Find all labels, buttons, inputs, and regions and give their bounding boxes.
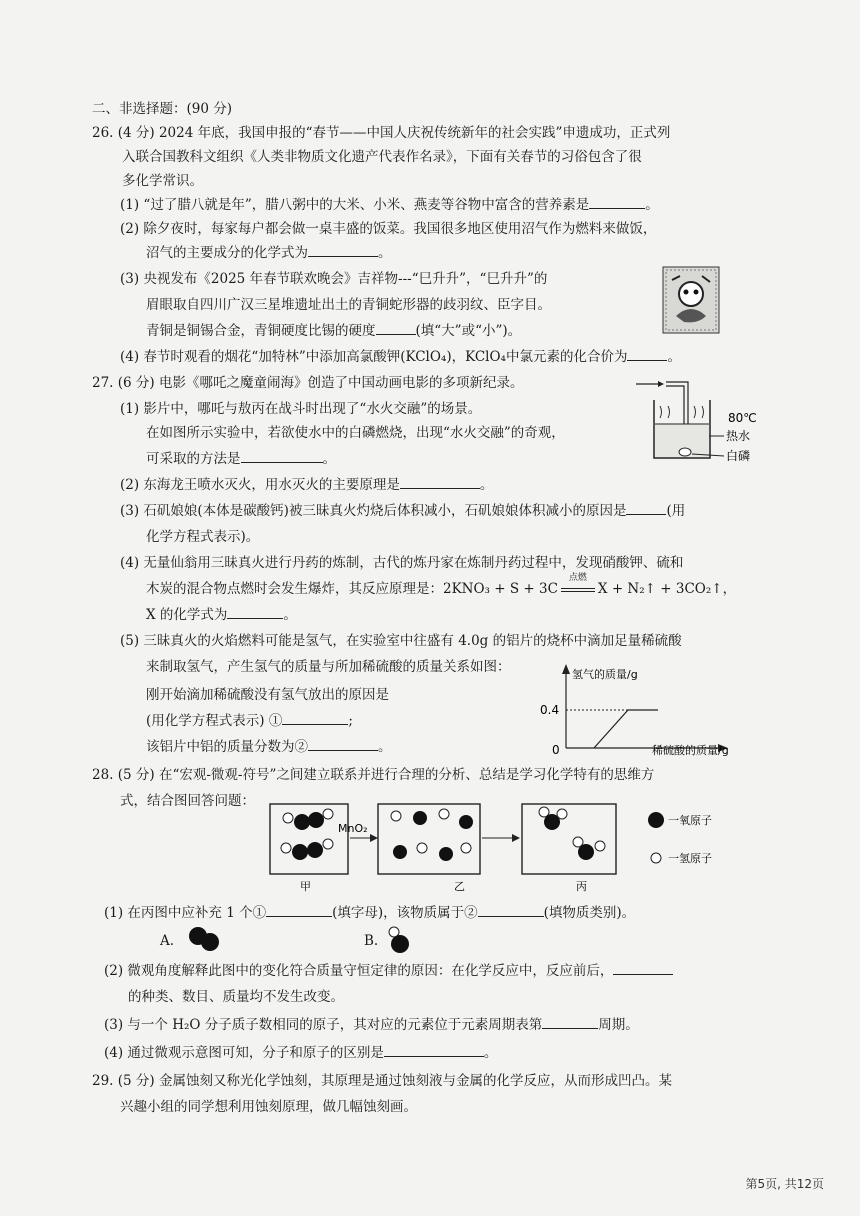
arrow-icon (370, 834, 378, 842)
hot-water-label: 热水 (726, 429, 751, 443)
q27-part2: (2) 东海龙王喷水灭火，用水灭火的主要原理是 。 (120, 477, 494, 493)
answer-blank[interactable] (589, 196, 645, 209)
q28-part2-line2: 的种类、数目、质量均不发生改变。 (128, 989, 344, 1005)
q28-part3 (104, 1016, 639, 1034)
answer-blank[interactable] (542, 1016, 598, 1029)
q27-part5-text: (用化学方程式表示) ① (146, 713, 283, 729)
q28-part4-text: (4) 通过微观示意图可知，分子和原子的区别是 (104, 1045, 384, 1061)
option-a-molecule (184, 922, 224, 956)
q26-part2-line2: 沼气的主要成分的化学式为 。 (146, 245, 392, 261)
water-molecule (539, 807, 567, 830)
y-axis-arrow-icon (562, 664, 570, 674)
answer-blank[interactable] (376, 322, 416, 335)
q26-part4: (4) 春节时观看的烟花“加特林”中添加高氯酸钾(KClO₄)，KClO₄中氯元素的化合价为 。 (120, 349, 681, 365)
answer-blank[interactable] (308, 738, 378, 751)
option-b-molecule (382, 922, 422, 956)
option-b-label: B. (364, 933, 379, 949)
q27-part5-line2: 来制取氢气，产生氢气的质量与所加稀硫酸的质量关系如图： (146, 659, 511, 675)
white-phosphorus-label: 白磷 (726, 449, 751, 463)
q28-stem-line2: 式，结合图回答问题： (120, 793, 255, 809)
box-jia (270, 804, 348, 874)
q27-stem: 27. (6 分) 电影《哪吒之魔童闹海》创造了中国动画电影的多项新纪录。 (92, 375, 524, 391)
q27-part5-text2: 该铝片中铝的质量分数为② (146, 739, 308, 755)
q26-part3-line3 (146, 322, 521, 340)
q27-part5-line5: 该铝片中铝的质量分数为② 。 (146, 739, 392, 755)
q26-part3-line2: 眉眼取自四川广汉三星堆遗址出土的青铜蛇形器的歧羽纹、臣字目。 (146, 297, 551, 313)
q26-part3-line1: (3) 央视发布《2025 年春节联欢晚会》吉祥物---“巳升升”，“巳升升”的 (120, 271, 548, 287)
answer-blank[interactable] (400, 476, 480, 489)
legend-hydrogen: 一氢原子 (668, 852, 712, 865)
q27-part4-line1: (4) 无量仙翁用三昧真火进行丹药的炼制，古代的炼丹家在炼制丹药过程中，发现硝酸钾、硫和 (120, 555, 684, 571)
answer-blank[interactable] (626, 502, 666, 515)
answer-blank[interactable] (241, 450, 323, 463)
q27-part4-line2 (146, 573, 737, 598)
y-axis-label: 氢气的质量/g (572, 668, 638, 681)
q29-stem-line1: 29. (5 分) 金属蚀刻又称光化学蚀刻，其原理是通过蚀刻液与金属的化学反应，从而形成凹凸。某 (92, 1073, 672, 1089)
answer-blank[interactable] (613, 962, 673, 975)
q27-part4-text: X 的化学式为 (146, 607, 228, 623)
molecule-reaction-diagram (260, 796, 760, 892)
q28-part3-end: 周期。 (598, 1017, 639, 1033)
q27-part5-line4: (用化学方程式表示) ① ; (146, 713, 353, 729)
answer-blank[interactable] (227, 606, 283, 619)
q27-part5-line1: (5) 三昧真火的火焰燃料可能是氢气，在实验室中往盛有 4.0g 的铝片的烧杯中滴加足量稀硫酸 (120, 633, 682, 649)
answer-blank[interactable] (266, 904, 332, 917)
q28-part1 (104, 904, 635, 922)
condition-text: 点燃 (568, 573, 587, 583)
q26-part3-text: 青铜是铜锡合金，青铜硬度比锡的硬度 (146, 323, 376, 339)
answer-blank[interactable] (478, 904, 544, 917)
y-tick-label: 0.4 (540, 703, 560, 717)
q26-part2-text: 沼气的主要成分的化学式为 (146, 245, 308, 261)
box-bing (522, 804, 616, 874)
catalyst-label: MnO₂ (338, 822, 368, 835)
mascot-image (662, 266, 720, 334)
answer-blank[interactable] (308, 244, 378, 257)
q27-part1-line1: (1) 影片中，哪吒与敖丙在战斗时出现了“水火交融”的场景。 (120, 401, 482, 417)
q26-part3-hint: (填“大”或“小”)。 (415, 323, 522, 339)
q27-part3-end: (用 (666, 503, 686, 519)
q27-part1-line3: 可采取的方法是 。 (146, 451, 336, 467)
q27-part5-line3: 刚开始滴加稀硫酸没有氢气放出的原因是 (146, 687, 389, 703)
q27-part1-line2: 在如图所示实验中，若欲使水中的白磷燃烧，出现“水火交融”的奇观， (146, 425, 565, 441)
q27-part4-line3: X 的化学式为 。 (146, 607, 297, 623)
q28-part1-text: (1) 在丙图中应补充 1 个① (104, 905, 267, 921)
white-phosphorus-beaker-diagram (632, 372, 762, 464)
separated-atoms (391, 809, 473, 861)
box-bing-label: 丙 (576, 880, 587, 892)
q28-part2-line1 (104, 962, 673, 980)
legend-oxygen: 一氧原子 (668, 814, 712, 827)
q28-part1-end: (填物质类别)。 (543, 905, 636, 921)
q28-part4: (4) 通过微观示意图可知，分子和原子的区别是 。 (104, 1045, 498, 1061)
water-molecule (573, 837, 605, 860)
page-number: 第5页, 共12页 (745, 1177, 824, 1191)
answer-blank[interactable] (384, 1044, 484, 1057)
box-jia-label: 甲 (300, 880, 311, 892)
q27-equation-left: 木炭的混合物点燃时会发生爆炸，其反应原理是：2KNO₃ + S + 3C (146, 581, 558, 597)
q26-part1-text: (1) “过了腊八就是年”，腊八粥中的大米、小米、燕麦等谷物中富含的营养素是 (120, 197, 590, 213)
arrow-head-icon (658, 381, 664, 387)
q27-part1-text: 可采取的方法是 (146, 451, 241, 467)
data-line (594, 710, 658, 748)
temp-label: 80℃ (728, 411, 757, 425)
arrow-icon (512, 834, 520, 842)
origin-label: 0 (552, 743, 560, 757)
oxygen-atom-icon (648, 812, 664, 828)
q27-part3-line2: 化学方程式表示)。 (146, 529, 260, 545)
box-yi-label: 乙 (454, 880, 465, 892)
q26-part4-text: (4) 春节时观看的烟花“加特林”中添加高氯酸钾(KClO₄)，KClO₄中氯元素的化合价为 (120, 349, 628, 365)
answer-blank[interactable] (282, 712, 348, 725)
h2o2-molecule (283, 809, 333, 830)
q26-part1: (1) “过了腊八就是年”，腊八粥中的大米、小米、燕麦等谷物中富含的营养素是 。 (120, 197, 659, 213)
q29-stem-line2: 兴趣小组的同学想利用蚀刻原理，做几幅蚀刻画。 (120, 1099, 417, 1115)
reaction-condition (558, 573, 598, 598)
q27-equation-right: X + N₂↑ + 3CO₂↑， (597, 581, 737, 597)
q28-part1-mid: (填字母)，该物质属于② (332, 905, 478, 921)
white-phosphorus (679, 448, 691, 456)
q28-part3-text: (3) 与一个 H₂O 分子质子数相同的原子，其对应的元素位于元素周期表第 (104, 1017, 543, 1033)
q26-part2-line1: (2) 除夕夜时，每家每户都会做一桌丰盛的饭菜。我国很多地区使用沼气作为燃料来做饭， (120, 221, 657, 237)
q28-part2-text: (2) 微观角度解释此图中的变化符合质量守恒定律的原因：在化学反应中，反应前后， (104, 963, 614, 979)
hydrogen-atom-icon (651, 853, 661, 863)
q27-part3-line1 (120, 502, 685, 520)
answer-blank[interactable] (627, 348, 667, 361)
q26-stem-line1: 26. (4 分) 2024 年底，我国申报的“春节——中国人庆祝传统新年的社会实践”申遗成功，正式列 (92, 125, 671, 141)
q27-part3-text: (3) 石矶娘娘(本体是碳酸钙)被三昧真火灼烧后体积减小，石矶娘娘体积减小的原因是 (120, 503, 627, 519)
q27-part2-text: (2) 东海龙王喷水灭火，用水灭火的主要原理是 (120, 477, 400, 493)
q28-stem-line1: 28. (5 分) 在“宏观-微观-符号”之间建立联系并进行合理的分析、总结是学习化学特有的思维方 (92, 767, 655, 783)
h2o2-molecule (281, 839, 333, 860)
q26-stem-line2: 入联合国教科文组织《人类非物质文化遗产代表作名录》，下面有关春节的习俗包含了很 (122, 149, 642, 165)
q26-stem-line3: 多化学常识。 (122, 173, 203, 189)
option-a-label: A. (160, 933, 175, 949)
hydrogen-mass-graph (520, 660, 760, 758)
section-heading: 二、非选择题：(90 分) (92, 101, 233, 117)
x-axis-label: 稀硫酸的质量/g (652, 744, 729, 757)
